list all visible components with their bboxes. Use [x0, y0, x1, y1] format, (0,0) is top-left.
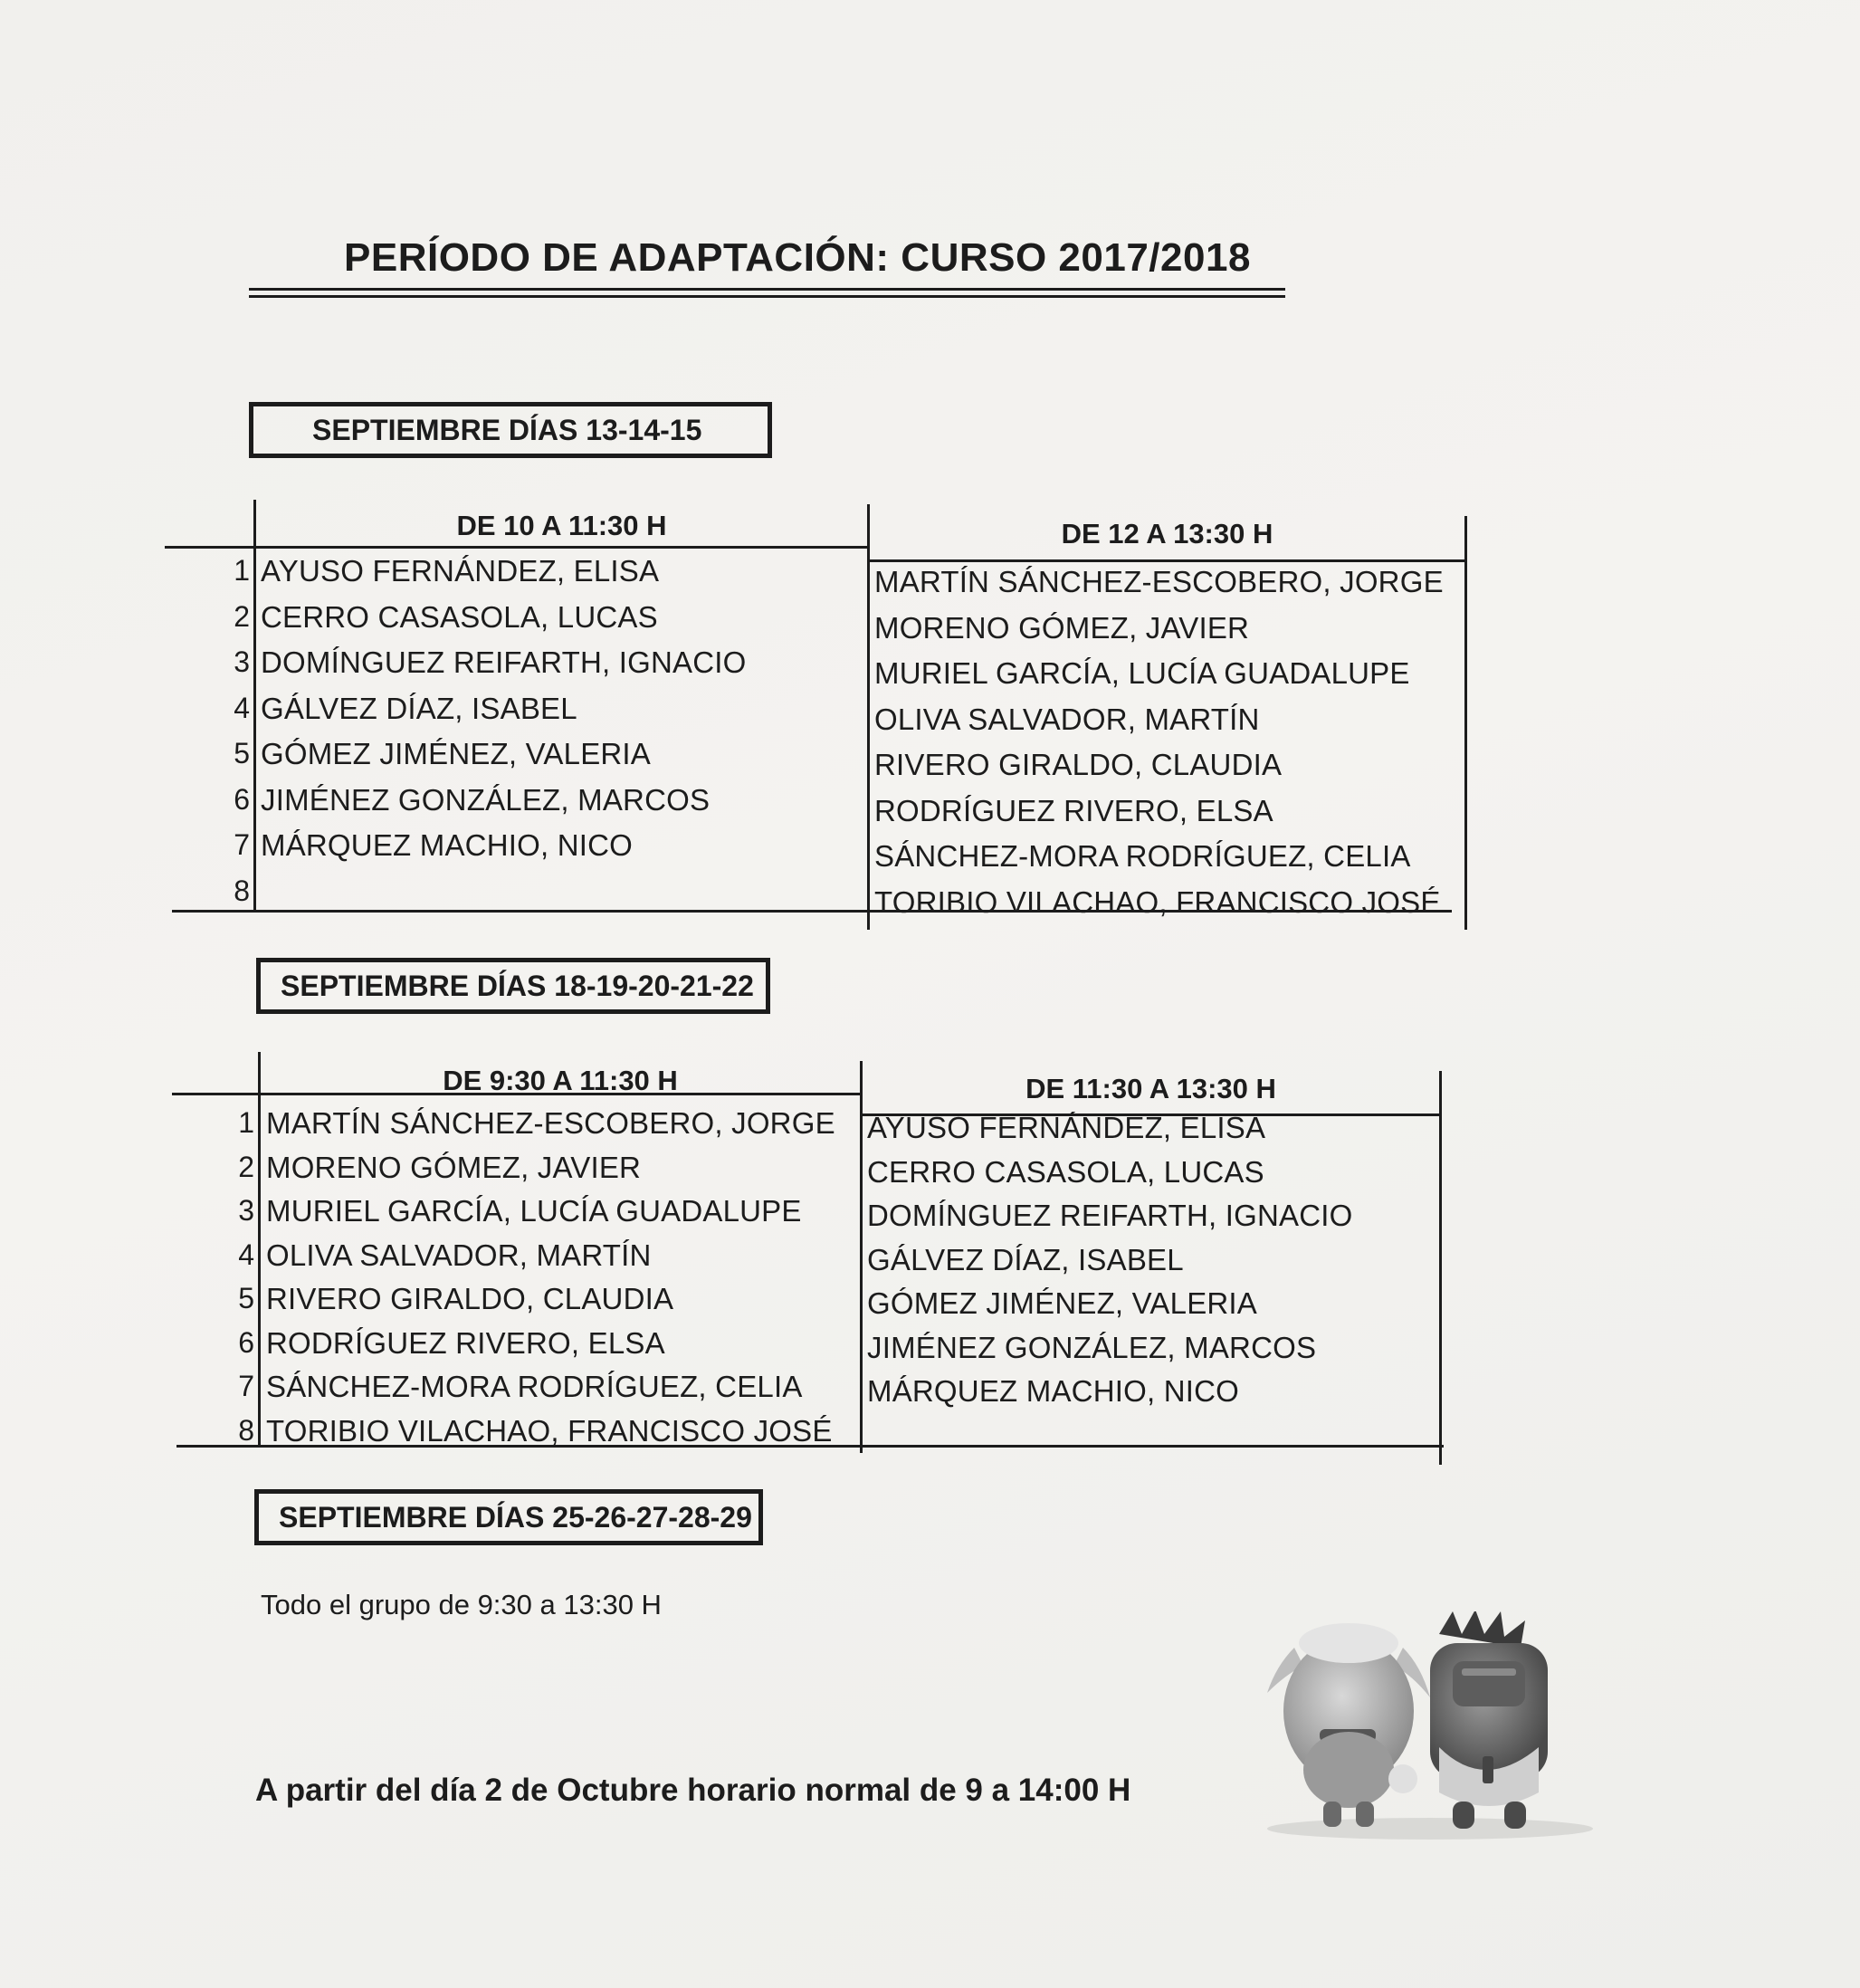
title-underline	[249, 288, 1285, 291]
student-name-right: MURIEL GARCÍA, LUCÍA GUADALUPE	[874, 656, 1410, 690]
title-underline-second	[249, 295, 1285, 298]
cartoon-characters-illustration	[1258, 1611, 1602, 1901]
column-header-left: DE 10 A 11:30 H	[456, 510, 667, 541]
student-name-left: RIVERO GIRALDO, CLAUDIA	[266, 1282, 674, 1315]
row-number: 2	[234, 599, 250, 633]
row-number: 5	[238, 1282, 254, 1314]
student-name-right: JIMÉNEZ GONZÁLEZ, MARCOS	[867, 1330, 1317, 1364]
student-name-right: MÁRQUEZ MACHIO, NICO	[867, 1374, 1240, 1408]
student-name-left: GÓMEZ JIMÉNEZ, VALERIA	[261, 737, 652, 770]
table-2-right-border	[1439, 1071, 1442, 1465]
row-number: 1	[234, 554, 250, 587]
student-name-right: OLIVA SALVADOR, MARTÍN	[874, 702, 1260, 736]
row-number: 3	[234, 645, 250, 678]
student-name-left: JIMÉNEZ GONZÁLEZ, MARCOS	[261, 782, 711, 817]
student-name-left: GÁLVEZ DÍAZ, ISABEL	[261, 691, 577, 725]
student-name-right: AYUSO FERNÁNDEZ, ELISA	[867, 1111, 1266, 1144]
table-1-header-rule-right	[867, 559, 1467, 562]
student-name-left: MARTÍN SÁNCHEZ-ESCOBERO, JORGE	[266, 1106, 835, 1140]
column-header-right: DE 12 A 13:30 H	[1061, 518, 1273, 550]
student-name-left: MORENO GÓMEZ, JAVIER	[266, 1150, 642, 1184]
row-number: 7	[238, 1370, 254, 1402]
student-name-left: DOMÍNGUEZ REIFARTH, IGNACIO	[261, 645, 747, 679]
student-name-left: OLIVA SALVADOR, MARTÍN	[266, 1238, 652, 1272]
student-name-right: RIVERO GIRALDO, CLAUDIA	[874, 748, 1283, 781]
column-header-left: DE 9:30 A 11:30 H	[443, 1065, 678, 1096]
section-3-heading: SEPTIEMBRE DÍAS 25-26-27-28-29	[254, 1489, 763, 1545]
table-1-right-border	[1464, 516, 1467, 930]
student-name-right: SÁNCHEZ-MORA RODRÍGUEZ, CELIA	[874, 839, 1411, 873]
row-number: 6	[234, 782, 250, 816]
student-name-right: TORIBIO VILACHAO, FRANCISCO JOSÉ	[874, 884, 1441, 919]
student-name-right: MARTÍN SÁNCHEZ-ESCOBERO, JORGE	[874, 565, 1444, 598]
student-name-right: DOMÍNGUEZ REIFARTH, IGNACIO	[867, 1199, 1353, 1232]
row-number: 4	[238, 1238, 254, 1271]
row-number: 5	[234, 737, 250, 769]
table-1-header-rule-left	[165, 546, 867, 549]
table-1-number-divider	[253, 500, 256, 912]
student-name-left: TORIBIO VILACHAO, FRANCISCO JOSÉ	[266, 1413, 833, 1448]
student-name-left: MURIEL GARCÍA, LUCÍA GUADALUPE	[266, 1194, 802, 1228]
row-number: 8	[238, 1413, 254, 1447]
right-character-figure	[1430, 1611, 1548, 1829]
page-title: PERÍODO DE ADAPTACIÓN: CURSO 2017/2018	[344, 235, 1251, 280]
column-header-right: DE 11:30 A 13:30 H	[1025, 1073, 1276, 1104]
row-number: 1	[238, 1106, 254, 1139]
row-number: 8	[234, 874, 250, 907]
student-name-left: MÁRQUEZ MACHIO, NICO	[261, 828, 634, 862]
left-character-figure	[1267, 1623, 1430, 1827]
row-number: 7	[234, 828, 250, 861]
row-number: 2	[238, 1150, 254, 1183]
row-number: 4	[234, 691, 250, 724]
student-name-left: RODRÍGUEZ RIVERO, ELSA	[266, 1325, 665, 1360]
table-2-column-divider	[860, 1061, 863, 1453]
section-2-heading: SEPTIEMBRE DÍAS 18-19-20-21-22	[256, 958, 770, 1014]
student-name-left: CERRO CASASOLA, LUCAS	[261, 599, 658, 634]
section-3-note: Todo el grupo de 9:30 a 13:30 H	[261, 1589, 662, 1620]
section-1-heading: SEPTIEMBRE DÍAS 13-14-15	[249, 402, 772, 458]
row-number: 3	[238, 1194, 254, 1227]
student-name-right: MORENO GÓMEZ, JAVIER	[874, 610, 1250, 645]
footer-note: A partir del día 2 de Octubre horario normal de 9 a 14:00 H	[255, 1773, 1131, 1808]
student-name-right: GÁLVEZ DÍAZ, ISABEL	[867, 1242, 1184, 1276]
student-name-right: RODRÍGUEZ RIVERO, ELSA	[874, 793, 1273, 827]
student-name-right: GÓMEZ JIMÉNEZ, VALERIA	[867, 1286, 1258, 1320]
student-name-right: CERRO CASASOLA, LUCAS	[867, 1154, 1264, 1189]
student-name-left: SÁNCHEZ-MORA RODRÍGUEZ, CELIA	[266, 1370, 803, 1403]
row-number: 6	[238, 1325, 254, 1359]
student-name-left: AYUSO FERNÁNDEZ, ELISA	[261, 554, 660, 588]
table-1-column-divider	[867, 504, 870, 930]
table-2-number-divider	[258, 1052, 261, 1448]
